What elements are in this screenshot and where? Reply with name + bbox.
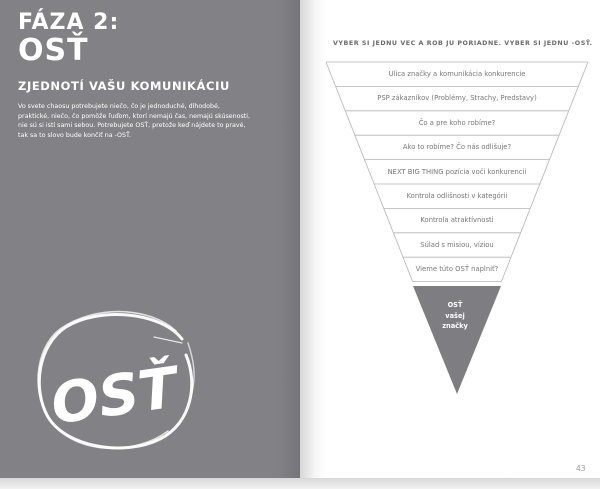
funnel-tip-line: značky xyxy=(442,322,468,330)
funnel-row-label: Vieme túto OSŤ naplniť? xyxy=(415,265,499,274)
intro-line: Vo svete chaosu potrebujete niečo, čo je jednoduché, dlhodobé, xyxy=(18,103,220,110)
funnel-tip-line: vašej xyxy=(445,311,465,320)
section-subheading: ZJEDNOTÍ VAŠU KOMUNIKÁCIU xyxy=(18,79,230,93)
intro-line: tak sa to slovo bude končiť na -OSŤ. xyxy=(18,131,132,139)
funnel-row-label: Kontrola odlišnosti v kategórii xyxy=(406,192,508,200)
funnel-row-label: Čo a pre koho robíme? xyxy=(418,118,496,127)
funnel-tip-label xyxy=(420,300,490,332)
funnel-row-label: NEXT BIG THING pozícia voči konkurencii xyxy=(387,167,527,176)
phase-name: OSŤ xyxy=(18,33,89,68)
funnel-row-label: PSP zákazníkov (Problémy, Strachy, Predstavy) xyxy=(377,94,537,103)
funnel-tip-line: OSŤ xyxy=(447,301,463,309)
page-bottom-edge xyxy=(0,478,600,489)
phase-title: FÁZA 2: xyxy=(18,10,120,35)
intro-line: praktické, niečo, čo pomôže ľuďom, ktorí nemajú čas, nemajú skúsenosti, xyxy=(18,112,251,120)
intro-line: nie sú si istí sami sebou. Potrebujete OSŤ, pretože keď nájdete to pravé, xyxy=(18,122,246,130)
right-page-heading: VYBER SI JEDNU VEC A ROB JU PORIADNE. VYBER SI JEDNU -OSŤ. xyxy=(333,40,593,47)
funnel-row-label: Ako to robíme? Čo nás odlišuje? xyxy=(402,143,512,152)
logo-text: OSŤ xyxy=(47,355,182,438)
funnel-row-label: Kontrola atraktívnosti xyxy=(420,216,494,225)
page-number: 43 xyxy=(576,464,586,473)
funnel-row-label: Ulica značky a komunikácia konkurencie xyxy=(388,70,526,78)
funnel-row-label: Súlad s misiou, víziou xyxy=(420,240,494,249)
